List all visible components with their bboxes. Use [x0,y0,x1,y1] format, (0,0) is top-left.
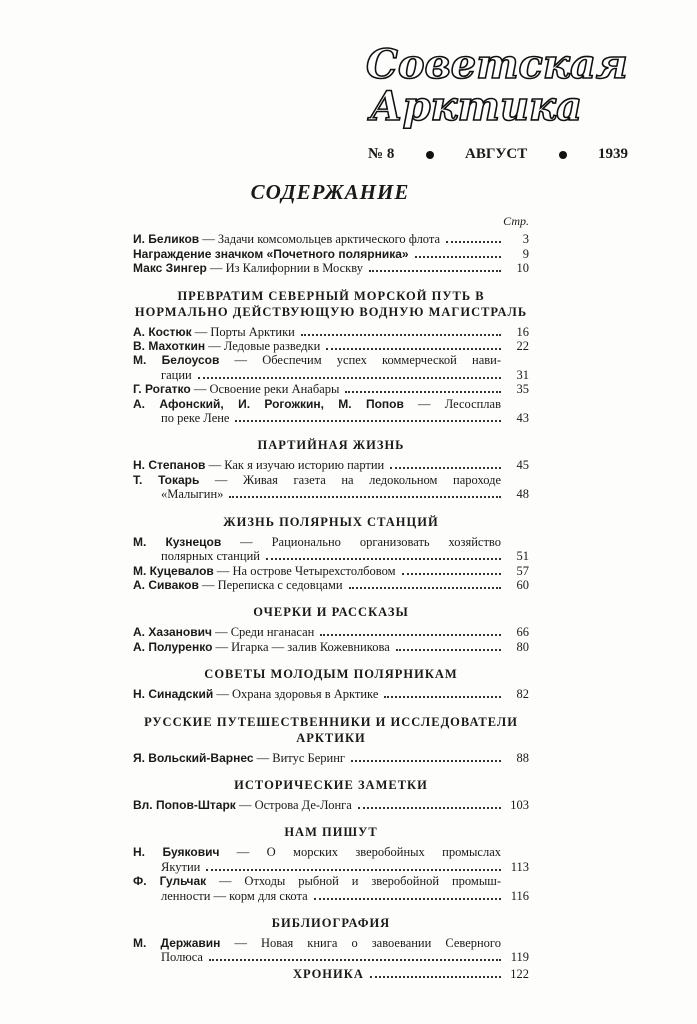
entry-author: Я. Вольский-Варнес [133,750,254,765]
section-heading: РУССКИЕ ПУТЕШЕСТВЕННИКИ И ИССЛЕДОВАТЕЛИ АРКТИКИ [144,714,518,745]
toc-entry [133,535,529,564]
entry-title-continued: Полюса [161,950,203,965]
entry-author: А. Хазанович [133,625,212,640]
entry-line [133,325,529,339]
entry-author: И. Беликов [133,232,200,247]
entry-author: Ф. Гульчак [133,874,207,889]
entry-line [133,564,529,578]
entry-text: В. Махоткин — Ледовые разведки [133,339,321,354]
toc-entry [133,798,529,812]
toc-entry [133,353,529,382]
entry-title: Новая книга о завоевании Северного [260,935,501,950]
entry-author: Награждение значком «Почетного полярника» [133,246,409,261]
entry-title: Задачи комсомольцев арктического флота [217,232,441,247]
page-column-label: Стр. [503,214,529,228]
entry-title: Острова Де-Лонга [254,797,352,812]
dot-leader [369,270,501,272]
issue-line [368,146,628,163]
entry-author: Т. Токарь [133,472,200,487]
entry-author: А. Костюк [133,324,192,339]
entry-text: А. Костюк — Порты Арктики [133,324,295,339]
toc-entry [133,458,529,472]
entry-text: И. Беликов — Задачи комсомольцев арктического флота [133,232,441,247]
entry-text: А. Сиваков — Переписка с седовцами [133,577,343,592]
entry-page: 22 [516,339,529,354]
toc-entry [133,325,529,339]
entry-page: 113 [510,859,529,874]
entry-title: Как я изучаю историю партии [224,458,385,473]
entry-title: Витус Беринг [272,750,346,765]
entry-first-line: Ф. Гульчак — Отходы рыбной и зверобойной промыш- [133,874,502,889]
table-of-contents [133,214,529,981]
entry-title: О морских зверобойных промыслах [266,845,502,860]
section-heading: БИБЛИОГРАФИЯ [271,915,391,930]
dot-leader [415,256,501,258]
entry-author: В. Махоткин [133,339,206,354]
bullet-icon [426,151,434,159]
dot-leader [314,898,501,900]
entry-page: 35 [516,382,529,397]
toc-entry [133,247,529,261]
chronicle-entry [133,967,529,981]
entry-author: Макс Зингер [133,261,207,276]
dot-leader [446,241,501,243]
entry-second-line [133,549,529,563]
entry-author: М. Куцевалов [133,563,214,578]
entry-title: Среди нганасан [230,625,315,640]
entry-title: Охрана здоровья в Арктике [231,687,379,702]
entry-page: 66 [516,625,529,640]
entry-page: 88 [516,750,529,765]
entry-author: Н. Степанов [133,458,206,473]
entry-author: М. Кузнецов [133,534,222,549]
entry-author: А. Афонский, И. Рогожкин, М. Попов [133,396,404,411]
toc-entry [133,261,529,275]
entry-title: Рационально организовать хозяйство [271,534,501,549]
entry-text [133,247,409,261]
entry-page: 80 [516,639,529,654]
toc-entry [133,382,529,396]
toc-entry [133,845,529,874]
entry-title: Из Калифорнии в Москву [225,261,363,276]
entry-line [133,751,529,765]
toc-entry [133,640,529,654]
issue-month: АВГУСТ [465,146,528,162]
toc-entry [133,473,529,502]
entry-second-line [133,368,529,382]
entry-author: А. Полуренко [133,639,213,654]
entry-line [133,339,529,353]
entry-title-continued: Якутии [161,859,201,874]
entry-line [133,625,529,639]
entry-title: Освоение реки Анабары [209,382,340,397]
entry-page: 116 [510,888,529,903]
entry-page: 10 [516,261,529,276]
toc-entry [133,874,529,903]
entry-author: Н. Синадский [133,687,214,702]
entry-page: 51 [516,549,529,564]
entry-page: 82 [516,687,529,702]
entry-page: 103 [510,797,529,812]
dot-leader [349,587,501,589]
section-heading: ПАРТИЙНАЯ ЖИЗНЬ [257,438,405,453]
entry-page: 31 [516,367,529,382]
entry-second-line [133,950,529,964]
dot-leader [198,377,501,379]
entry-first-line: Н. Буякович — О морских зверобойных промыслах [133,845,502,860]
toc-title: СОДЕРЖАНИЕ [250,180,410,204]
toc-entry [133,578,529,592]
entry-line [133,578,529,592]
section-heading: СОВЕТЫ МОЛОДЫМ ПОЛЯРНИКАМ [204,667,458,682]
entry-text: М. Куцевалов — На острове Четырехстолбовом [133,563,396,578]
dot-leader [351,760,501,762]
entry-title-continued: полярных станций [161,549,260,564]
section-heading: ОЧЕРКИ И РАССКАЗЫ [253,605,409,620]
chronicle-title: ХРОНИКА [293,966,364,981]
entry-line [133,261,529,275]
section-heading: ИСТОРИЧЕСКИЕ ЗАМЕТКИ [234,777,428,792]
masthead-line2: Арктика [370,83,583,130]
entry-line [133,687,529,701]
entry-page: 43 [516,411,529,426]
entry-author: М. Державин [133,935,221,950]
dot-leader [345,391,501,393]
entry-author: А. Сиваков [133,577,199,592]
toc-entry [133,625,529,639]
entry-first-line: М. Кузнецов — Рационально организовать хозяйство [133,534,501,549]
section-heading: ПРЕВРАТИМ СЕВЕРНЫЙ МОРСКОЙ ПУТЬ В НОРМАЛЬНО ДЕЙСТВУЮЩУЮ ВОДНУЮ МАГИСТРАЛЬ [134,288,528,319]
entry-second-line [133,411,529,425]
dot-leader [390,467,501,469]
entry-page: 57 [516,563,529,578]
entry-text: Вл. Попов-Штарк — Острова Де-Лонга [133,797,352,812]
entry-title-continued: ленности — корм для скота [161,888,308,903]
entry-text: А. Хазанович — Среди нганасан [133,625,315,640]
entry-text: Я. Вольский-Варнес — Витус Беринг [133,750,346,765]
entry-author: Н. Буякович [133,845,220,860]
entry-author: М. Белоусов [133,353,220,368]
entry-page: 45 [516,458,529,473]
entry-title: Ледовые разведки [223,339,321,354]
entry-second-line [133,487,529,501]
entry-title: На острове Четырехстолбовом [232,563,396,578]
entry-second-line [133,860,529,874]
dot-leader [209,959,501,961]
dot-leader [358,807,501,809]
entry-first-line: М. Державин — Новая книга о завоевании Северного [133,935,501,950]
dot-leader [370,976,501,978]
toc-entry [133,339,529,353]
dot-leader [384,696,501,698]
chronicle-page: 122 [510,966,529,981]
entry-first-line: Т. Токарь — Живая газета на ледокольном пароходе [133,472,502,487]
entry-first-line: М. Белоусов — Обеспечим успех коммерческой нави- [133,353,502,368]
entry-line [133,247,529,261]
dot-leader [206,869,501,871]
entry-page: 119 [510,950,529,965]
section-heading: ЖИЗНЬ ПОЛЯРНЫХ СТАНЦИЙ [223,514,439,529]
toc-entry [133,564,529,578]
entry-page: 3 [522,232,529,247]
entry-line [133,798,529,812]
entry-title-continued: по реке Лене [161,411,230,426]
entry-text: Н. Степанов — Как я изучаю историю партии [133,458,385,473]
dot-leader [396,649,501,651]
entry-title: Игарка — залив Кожевникова [231,639,390,654]
entry-text: Г. Рогатко — Освоение реки Анабары [133,382,340,397]
entry-text: Макс Зингер — Из Калифорнии в Москву [133,261,363,276]
entry-title: Отходы рыбной и зверобойной промыш- [244,874,502,889]
entry-line [133,458,529,472]
dot-leader [235,420,501,422]
entry-text: Н. Синадский — Охрана здоровья в Арктике [133,687,379,702]
entry-line [133,640,529,654]
entry-page: 16 [516,324,529,339]
masthead-line1: Советская [366,41,628,88]
dot-leader [402,573,501,575]
toc-entry [133,687,529,701]
entry-line [133,382,529,396]
entry-title-continued: гации [161,367,192,382]
entry-text: А. Полуренко — Игарка — залив Кожевникова [133,639,390,654]
entry-title: Лесосплав [444,396,501,411]
dot-leader [266,558,501,560]
entry-page: 48 [516,487,529,502]
entry-first-line: А. Афонский, И. Рогожкин, М. Попов — Лесосплав [133,396,501,411]
entry-page: 9 [522,246,529,261]
section-heading: НАМ ПИШУТ [284,825,378,840]
entry-line [133,232,529,246]
toc-entry [133,397,529,426]
toc-entry [133,751,529,765]
entry-title: Порты Арктики [210,324,295,339]
entry-author: Вл. Попов-Штарк [133,797,236,812]
issue-number: № 8 [368,146,395,162]
entry-second-line [133,889,529,903]
entry-title: Живая газета на ледокольном пароходе [243,472,502,487]
bullet-icon [559,151,567,159]
dot-leader [320,634,501,636]
entry-author: Г. Рогатко [133,382,191,397]
issue-year: 1939 [598,146,628,162]
dot-leader [229,496,501,498]
dot-leader [326,348,501,350]
entry-title: Обеспечим успех коммерческой нави- [262,353,502,368]
magazine-masthead-logo [366,41,628,130]
toc-entry [133,232,529,246]
toc-entry [133,936,529,965]
entry-title: Переписка с седовцами [217,577,343,592]
dot-leader [301,334,501,336]
entry-title-continued: «Малыгин» [161,487,224,502]
entry-page: 60 [516,577,529,592]
